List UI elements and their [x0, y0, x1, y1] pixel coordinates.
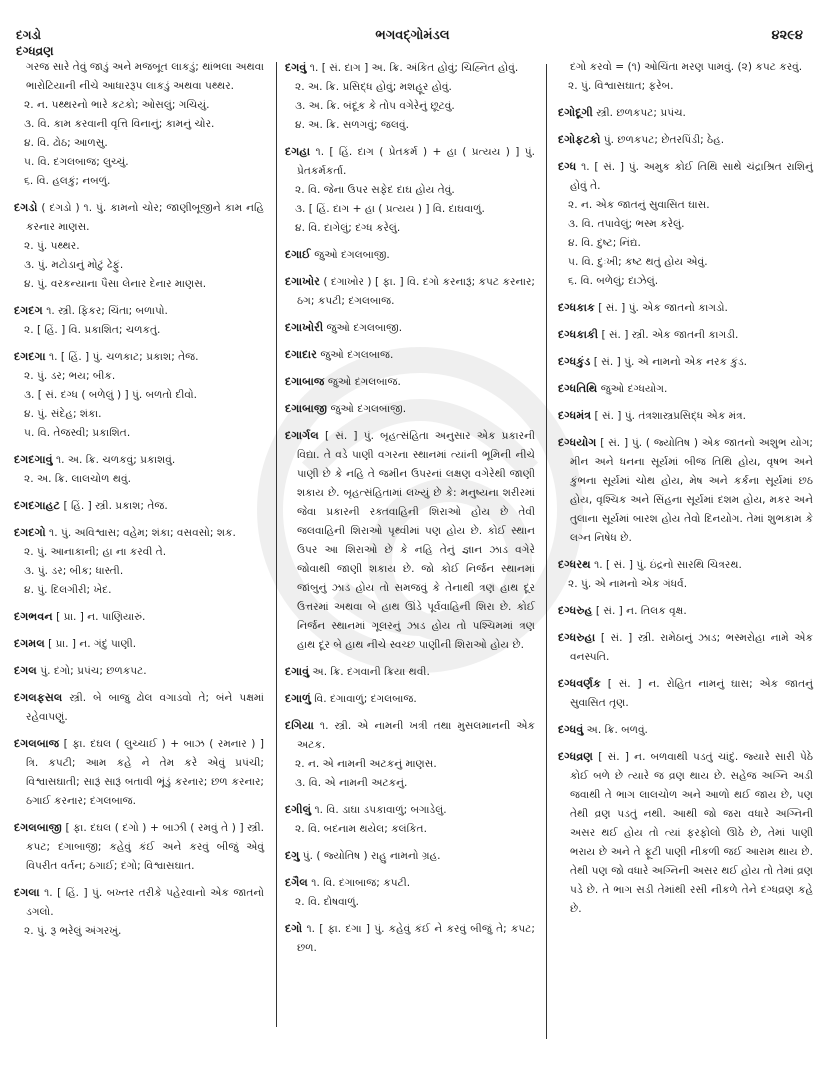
- dictionary-entry: [558, 433, 813, 548]
- entry-definition: [558, 103, 813, 123]
- entry-sense: ૩. [ હિં. દાગ + હા ( પ્રત્યય ) ] વિ. દાઘવાળું.: [295, 203, 485, 215]
- entry-text: ૧. [ સં. ] પું. ઇંદ્રનો સારથિ ચિત્રરથ.: [594, 559, 742, 571]
- entry-headword: દગ્ધયોગ: [558, 436, 597, 449]
- entry-text: [ સં. ] પું. એ નામનો એક નરક કુંડ.: [593, 356, 747, 368]
- entry-text: જુઓ દગલબાજી.: [330, 403, 407, 415]
- dictionary-entry: [14, 734, 264, 811]
- entry-headword: દગાબાજી: [285, 402, 328, 415]
- entry-sense: ૨. પું. વિશ્વાસઘાત; ફરેબ.: [568, 80, 674, 92]
- entry-definition: [285, 318, 535, 338]
- entry-definition: [14, 198, 264, 237]
- entry-headword: દગડો: [14, 201, 38, 214]
- entry-text: ૧. પું. અવિશ્વાસ; વહેમ; શંકા; વસવસો; શક.: [49, 527, 236, 539]
- entry-definition: [285, 142, 535, 181]
- entry-definition: [558, 433, 813, 548]
- entry-headword: દગ્ધવર્ણક: [558, 677, 601, 690]
- entry-text: ૧. [ ફા. દગા ] પું. કહેવું કંઈ ને કરવું બીજું તે; કપટ; છળ.: [297, 923, 535, 954]
- entry-definition: [558, 58, 813, 77]
- entry-headword: દગલફસલ: [14, 691, 63, 704]
- entry-headword: દગમલ: [14, 637, 45, 650]
- entry-sense: ૫. વિ. તેજસ્વી; પ્રકાશિત.: [24, 427, 131, 439]
- entry-headword: દગોદૂગી: [558, 106, 593, 119]
- dictionary-entry: [558, 352, 813, 372]
- entry-text: ૧. [ હિં. દાગ ( પ્રેતકર્મ ) + હા ( પ્રત્યય ) ] પું. પ્રેતકર્મકર્તા.: [297, 146, 535, 177]
- entry-headword: દગ્ધરુહ: [558, 604, 593, 617]
- entry-definition: [14, 347, 264, 367]
- page-header: [0, 14, 825, 58]
- entry-text: ૧. વિ. ડાઘા ડપકાવાળું; બગાડેલું.: [314, 804, 447, 816]
- entry-definition: [14, 883, 264, 922]
- entry-headword: દગો: [285, 922, 303, 935]
- entry-definition: [14, 450, 264, 470]
- dictionary-entry: [14, 688, 264, 727]
- dictionary-entry: [285, 142, 535, 238]
- dictionary-entry: [558, 674, 813, 713]
- entry-sense: ૨. પું. એ નામનો એક ગંધર્વ.: [568, 578, 688, 590]
- entry-text: પું. છળકપટ; છેતરપિંડી; ઠેહ.: [603, 134, 725, 146]
- entry-headword: દગીલું: [285, 803, 312, 816]
- entry-sense: ૨. પું. ડર; ભય; બીક.: [24, 370, 116, 382]
- entry-sense: ૨. વિ. દોષવાળું.: [295, 896, 360, 908]
- entry-headword: દગાખોર: [285, 275, 320, 288]
- entry-text: અ. ક્રિ. દગવાની ક્રિયા થવી.: [312, 666, 430, 678]
- entry-headword: દગહા: [285, 145, 311, 158]
- entry-headword: દગદગો: [14, 526, 46, 539]
- entry-text: ૧. સ્ત્રી. એ નામની ખત્રી તથા મુસલમાનની એક અટક.: [297, 720, 535, 751]
- entry-definition: [558, 157, 813, 196]
- entry-definition: [285, 372, 535, 392]
- entry-text: [ પ્રા. ] ન. ગંદું પાણી.: [48, 638, 137, 650]
- entry-headword: દગાખોરી: [285, 321, 324, 334]
- dictionary-entry: [14, 661, 264, 681]
- entry-text: ૧. [ સં. ] પું. અમુક કોઈ તિથિ સાથે ચંદ્રાશ્રિત રાશિનું હોવું તે.: [570, 161, 813, 192]
- dictionary-entry: [285, 873, 535, 912]
- entry-sense: ૪. પું. વરકન્યાના પૈસા લેનાર દેનાર માણસ.: [24, 278, 207, 290]
- entry-headword: દગાળું: [285, 692, 311, 705]
- entry-text: [ સં. ] ન. તિલક વૃક્ષ.: [595, 605, 687, 617]
- entry-definition: [14, 634, 264, 654]
- dictionary-entry: [558, 720, 813, 740]
- entry-text: જુઓ દગલબાજ.: [320, 349, 394, 361]
- entry-text: [ સં. ] પું. બૃહત્સંહિતા અનુસાર એક પ્રકારની વિદ્યા. તે વડે પાણી વગરના સ્થાનમાં ત્યાંની ભૂમિની નીચે પાણી છે કે નહિ તે જમીન ઉપરનાં લક્ષણ વગેરેથી જાણી શકાય છે. બૃહત્સંહિતામાં લખ્યું છે કે: મનુષ્યના શરીરમાં જેવા પ્રકારની રક્તવાહિની શિરાઓ હોય છે તેવી જલવાહિની શિરાઓ પૃથ્વીમાં પણ હોય છે. કોઈ સ્થાન ઉપર આ શિરાઓ છે કે નહિ તેનું જ્ઞાન ઝાડ વગેરે જોવાથી જાણી શકાય છે. જો કોઈ નિર્જન સ્થાનમાં જાંબુનું ઝાડ હોય તો સમજવું કે તેનાથી ત્રણ હાથ દૂર ઉત્તરમાં અથવા બે હાથ ઊંડે પૂર્વવાહિની શિરા છે. કોઈ નિર્જન સ્થાનમાં ગૂલરનું ઝાડ હોય તો પશ્ચિમમાં ત્રણ હાથ દૂર બે હાથ નીચે સ્વચ્છ પાણીની શિરાઓ હોય છે.: [297, 430, 535, 651]
- dictionary-entry: [14, 347, 264, 443]
- entry-headword: દગાબાજ: [285, 375, 325, 388]
- dictionary-entry: [558, 130, 813, 150]
- entry-definition: [285, 345, 535, 365]
- entry-definition: [558, 601, 813, 621]
- dictionary-entry: [285, 318, 535, 338]
- entry-sense: ૩. [ સં. દગ્ધ ( બળેલું ) ] પું. બળતો દીવો.: [24, 389, 197, 401]
- dictionary-entry: [558, 628, 813, 667]
- entry-text: ગરજ સારે તેવું જાડું અને મજબૂત લાકડું; થાંભલા અથવા ભારોટિયાની નીચે આધારરૂપ લાકડું અથવા પથ્થર.: [26, 61, 264, 92]
- dictionary-entry: [558, 406, 813, 426]
- entry-sense: ૨. પું. રૂ ભરેલું અંગરખું.: [24, 925, 122, 937]
- dictionary-entry: [14, 198, 264, 294]
- dictionary-entry: [14, 818, 264, 876]
- entry-definition: [285, 919, 535, 958]
- entry-headword: દગ્ધકાક: [558, 301, 595, 314]
- entry-definition: [14, 58, 264, 96]
- entry-sense: ૪. અ. ક્રિ. સળગવું; જલવું.: [295, 119, 409, 131]
- dictionary-entry: [285, 58, 535, 135]
- dictionary-entry: [558, 325, 813, 345]
- entry-text: અ. ક્રિ. બળવું.: [586, 724, 648, 736]
- entry-sense: ૫. વિ. દુઃખી; કષ્ટ થતું હોય એવું.: [568, 256, 708, 268]
- entry-text: સ્ત્રી. બે બાજુ ઢોલ વગાડવો તે; બંને પક્ષમાં રહેવાપણું.: [26, 692, 264, 723]
- dictionary-entry: [14, 496, 264, 516]
- entry-text: જુઓ દગલબાજી.: [314, 249, 390, 261]
- dictionary-entry: [285, 426, 535, 655]
- entry-text: [ સં. ] સ્ત્રી. રામેઠાનું ઝાડ; ભસ્મરોહા નામે એક વનસ્પતિ.: [570, 632, 813, 663]
- entry-sense: ૨. અ. ક્રિ. લાલચોળ થવું.: [24, 473, 131, 485]
- dictionary-entry: [14, 883, 264, 941]
- dictionary-entry: [285, 716, 535, 793]
- entry-text: [ હિં. ] સ્ત્રી. પ્રકાશ; તેજ.: [63, 500, 168, 512]
- entry-headword: દગલ: [14, 664, 37, 677]
- entry-text: [ સં. ] સ્ત્રી. એક જાતની કાગડી.: [601, 329, 739, 341]
- entry-headword: દગલબાજી: [14, 821, 62, 834]
- entry-text: જુઓ દગ્ધયોગ.: [600, 383, 668, 395]
- entry-headword: દગાદાર: [285, 348, 317, 361]
- dictionary-entry: [285, 345, 535, 365]
- entry-sense: ૨. વિ. જેના ઉપર સફેદ દાઘ હોય તેવું.: [295, 184, 455, 196]
- entry-definition: [558, 352, 813, 372]
- entry-sense: ૪. પું. દિલગીરી; ખેદ.: [24, 584, 112, 596]
- entry-text: ( દગાખોર ) [ ફા. ] વિ. દગો કરનારૂં; કપટ કરનાર; ઠગ; કપટી; દગલબાજ.: [297, 276, 535, 307]
- entry-definition: [558, 628, 813, 667]
- dictionary-entry: [558, 379, 813, 399]
- guide-word-bottom: દગ્ધવ્રણ: [16, 44, 54, 58]
- entry-definition: [285, 873, 535, 893]
- dictionary-entry: [14, 634, 264, 654]
- entry-definition: [285, 426, 535, 655]
- entry-sense: ૨. ન. એ નામની અટકનું માણસ.: [295, 758, 437, 770]
- entry-definition: [14, 818, 264, 876]
- entry-sense: ૩. વિ. એ નામની અટકનું.: [295, 777, 408, 789]
- entry-sense: ૨. ન. પથ્થરનો ભારે કટકો; ઓસલું; ગચિયું.: [24, 99, 210, 111]
- entry-text: સ્ત્રી. છળકપટ; પ્રપંચ.: [596, 107, 686, 119]
- entry-text: પું. ( જ્યોતિષ ) રાહુ નામનો ગ્રહ.: [302, 850, 441, 862]
- entry-text: ૧. [ સં. દાગ ] અ. ક્રિ. અંકિત હોવું; ચિહ્નિત હોવું.: [309, 62, 519, 74]
- entry-definition: [285, 272, 535, 311]
- entry-text: [ ફા. દઘલ ( લુચ્ચાઈ ) + બાઝ ( રમનાર ) ] ત્રિ. કપટી; આમ કહે ને તેમ કરે એવું પ્રપંચી; વિશ્વાસઘાતી; સારૂં સારૂં બતાવી ભૂંડું કરનાર; છળ કરનાર; ઠગાઈ કરનાર; દગલબાજ.: [26, 738, 264, 807]
- entry-sense: ૨. પું. પથ્થર.: [24, 240, 80, 252]
- dictionary-entry: [285, 399, 535, 419]
- dictionary-entry: [558, 298, 813, 318]
- entry-sense: ૨. [ હિં. ] વિ. પ્રકાશિત; ચળકતું.: [24, 324, 161, 336]
- dictionary-entry: [558, 601, 813, 621]
- entry-text: પું. દગો; પ્રપંચ; છળકપટ.: [40, 665, 147, 677]
- guide-word-top: દગડો: [16, 28, 42, 42]
- entry-text: [ પ્રા. ] ન. પાણિયારું.: [56, 611, 146, 623]
- entry-definition: [14, 607, 264, 627]
- entry-headword: દગિયા: [285, 719, 314, 732]
- dictionary-entry: [285, 919, 535, 958]
- entry-definition: [14, 661, 264, 681]
- entry-headword: દગલબાજ: [14, 737, 60, 750]
- entry-definition: [558, 747, 813, 919]
- entry-headword: દગાર્ગલ: [285, 429, 319, 442]
- entry-headword: દગ્ધવ્રણ: [558, 750, 594, 763]
- entry-headword: દગુ: [285, 849, 300, 862]
- entry-text: [ સં. ] ન. રોહિત નામનું ઘાસ; એક જાતનું સુવાસિત તૃણ.: [570, 678, 813, 709]
- entry-sense: ૩. પું. મટોડાનું મોટું ઢેફું.: [24, 259, 124, 271]
- dictionary-entry: [285, 245, 535, 265]
- entry-text: ( દગડો ) ૧. પું. કામનો ચોર; જાણીબૂજીને કામ નહિ કરનાર માણસ.: [26, 202, 264, 233]
- entry-definition: [285, 399, 535, 419]
- column-divider: [546, 64, 547, 1039]
- entry-sense: ૬. વિ. હલકું; નબળું.: [24, 175, 111, 187]
- entry-definition: [14, 688, 264, 727]
- entry-headword: દગભવન: [14, 610, 53, 623]
- dictionary-entry: [14, 607, 264, 627]
- entry-sense: ૨. અ. ક્રિ. પ્રસિદ્ધ હોવું; મશહૂર હોવું.: [295, 81, 452, 93]
- entry-headword: દગ્ધ: [558, 160, 577, 173]
- entry-sense: ૫. વિ. દગલબાજ; લુચ્ચું.: [24, 156, 129, 168]
- entry-text: ૧. સ્ત્રી. ફિકર; ચિંતા; બળાપો.: [46, 305, 168, 317]
- entry-definition: [285, 800, 535, 820]
- entry-sense: ૪. વિ. દાગેલું; દગ્ધ કરેલું.: [295, 222, 401, 234]
- entry-text: ૧. વિ. દગાબાજ; કપટી.: [311, 877, 411, 889]
- entry-sense: ૩. પું. ડર; બીક; ધાસ્તી.: [24, 565, 124, 577]
- entry-definition: [285, 662, 535, 682]
- entry-text: જુઓ દગલબાજ.: [327, 376, 401, 388]
- entry-definition: [558, 674, 813, 713]
- entry-definition: [14, 734, 264, 811]
- dictionary-entry: [14, 301, 264, 340]
- entry-headword: દગદગા: [14, 350, 46, 363]
- entry-definition: [14, 496, 264, 516]
- entry-headword: દગ્ધમંત્ર: [558, 409, 592, 422]
- book-title: ભગવદ્ગોમંડલ: [375, 28, 450, 43]
- entry-sense: ૪. પું. સંદેહ; શંકા.: [24, 408, 102, 420]
- entry-definition: [558, 379, 813, 399]
- column-right: [558, 58, 813, 926]
- entry-definition: [558, 406, 813, 426]
- entry-headword: દગવું: [285, 61, 307, 74]
- entry-text: [ સં. ] ન. બળવાથી પડતું ચાંદું. જ્યારે સારી પેઠે કોઈ બળે છે ત્યારે જ વ્રણ થાય છે. સહેજ અગ્નિ અડી જવાથી તે ભાગ લાલચોળ અને આળો થઈ જાય છે, પણ તેથી વ્રણ પડતું નથી. આથી જો જરા વધારે અગ્નિની અસર થઈ હોય તો ત્યાં ફરફોલો ઊઠે છે, તેમાં પાણી ભરાય છે અને તે ફૂટી પાણી નીકળી જઈ આરામ થાય છે. તેથી પણ જો વધારે અગ્નિની અસર થઈ હોય તો તેમાં વ્રણ પડે છે. તે ભાગ સડી તેમાંથી રસી નીકળે તેને દગ્ધવ્રણ કહે છે.: [570, 751, 813, 915]
- dictionary-entry: [285, 662, 535, 682]
- entry-definition: [558, 720, 813, 740]
- entry-headword: દગ્ધરથ: [558, 558, 591, 571]
- entry-sense: ૨. ન. એક જાતનું સુવાસિત ઘાસ.: [568, 199, 710, 211]
- entry-definition: [285, 689, 535, 709]
- entry-headword: દગ્ધકુંડ: [558, 355, 591, 368]
- entry-headword: દગ્ધકાકી: [558, 328, 599, 341]
- entry-definition: [285, 58, 535, 78]
- column-left: [14, 58, 264, 948]
- entry-definition: [285, 716, 535, 755]
- dictionary-entry: [285, 846, 535, 866]
- dictionary-entry: [285, 272, 535, 311]
- dictionary-entry: [558, 747, 813, 919]
- dictionary-entry: [285, 689, 535, 709]
- dictionary-entry: [558, 103, 813, 123]
- entry-text: ૧. [ હિં. ] પું. બખ્તર તરીકે પહેરવાનો એક જાતનો ડગલો.: [26, 887, 264, 918]
- entry-text: ૧. [ હિં. ] પું. ચળકાટ; પ્રકાશ; તેજ.: [48, 351, 199, 363]
- page-number: ૪૨૯૪: [771, 28, 803, 43]
- entry-text: દગો કરવો = (૧) ઓચિંતા મરણ પામવું. (૨) કપટ કરવું.: [570, 61, 803, 73]
- entry-headword: દગાવું: [285, 665, 310, 678]
- entry-definition: [558, 325, 813, 345]
- entry-headword: દગ્ધતિથિ: [558, 382, 598, 395]
- dictionary-entry: [14, 523, 264, 600]
- entry-sense: ૩. વિ. તપાવેલું; ભસ્મ કરેલું.: [568, 218, 685, 230]
- entry-headword: દગદગાવું: [14, 453, 53, 466]
- entry-definition: [558, 298, 813, 318]
- entry-sense: ૬. વિ. બળેલું; દાઝેલું.: [568, 275, 659, 287]
- entry-sense: ૪. વિ. દુષ્ટ; નિંદ્ય.: [568, 237, 641, 249]
- entry-headword: દગલા: [14, 886, 40, 899]
- entry-headword: દગૈલ: [285, 876, 308, 889]
- entry-sense: ૨. વિ. બદનામ થયેલ; કલંકિત.: [295, 823, 427, 835]
- entry-definition: [14, 301, 264, 321]
- entry-definition: [285, 846, 535, 866]
- entry-sense: ૩. વિ. કામ કરવાની વૃત્તિ વિનાનું; કામનું ચોર.: [24, 118, 215, 130]
- entry-sense: ૩. અ. ક્રિ. બંદૂક કે તોપ વગેરેનું છૂટવું.: [295, 100, 455, 112]
- entry-sense: ૨. પું. આનાકાની; હા ના કરવી તે.: [24, 546, 167, 558]
- entry-headword: દગદગ: [14, 304, 43, 317]
- entry-definition: [558, 130, 813, 150]
- entry-definition: [14, 523, 264, 543]
- entry-text: ૧. અ. ક્રિ. ચળકવું; પ્રકાશવું.: [55, 454, 176, 466]
- entry-sense: ૪. વિ. ઢોઠ; આળસુ.: [24, 137, 108, 149]
- dictionary-entry: [285, 800, 535, 839]
- entry-headword: દગ્ધરુહા: [558, 631, 596, 644]
- entry-text: [ સં. ] પું. એક જાતનો કાગડો.: [598, 302, 728, 314]
- entry-definition: [558, 555, 813, 575]
- dictionary-entry: [14, 58, 264, 191]
- entry-definition: [285, 245, 535, 265]
- entry-headword: દગાઈ: [285, 248, 311, 261]
- dictionary-entry: [558, 157, 813, 291]
- dictionary-entry: [285, 372, 535, 392]
- entry-text: [ ફા. દઘલ ( દગો ) + બાઝી ( રમવું તે ) ] સ્ત્રી. કપટ; દગાબાજી; કહેવું કંઈ અને કરવું બીજું એવું વિપરીત વર્તન; ઠગાઈ; દગો; વિશ્વાસઘાત.: [26, 822, 265, 872]
- column-middle: [285, 58, 535, 965]
- dictionary-entry: [14, 450, 264, 489]
- entry-headword: દગોફટકો: [558, 133, 601, 146]
- dictionary-entry: [558, 555, 813, 594]
- entry-headword: દગ્ધવું: [558, 723, 584, 736]
- entry-text: [ સં. ] પું. ( જ્યોતિષ ) એક જાતનો અશુભ યોગ; મીન અને ધનના સૂર્યમાં બીજ તિથિ હોય, વૃષભ અને કુંભના સૂર્યમાં ચોથ હોય, મેષ અને કર્કના સૂર્યમાં છઠ હોય, વૃશ્ચિક અને સિંહના સૂર્યમાં દશમ હોય, મકર અને તુલાના સૂર્યમાં બારશ હોય તેવો દિનયોગ. તેમાં શુભકામ કે લગ્ન નિષેધ છે.: [570, 437, 813, 544]
- entry-text: [ સં. ] પું. તંત્રશાસ્ત્રપ્રસિદ્ધ એક મંત્ર.: [594, 410, 747, 422]
- column-divider: [276, 62, 277, 1027]
- entry-text: વિ. દગાવાળું; દગલબાજ.: [314, 693, 417, 705]
- dictionary-entry: [558, 58, 813, 96]
- entry-text: જુઓ દગલબાજી.: [326, 322, 403, 334]
- entry-headword: દગદગાહટ: [14, 499, 61, 512]
